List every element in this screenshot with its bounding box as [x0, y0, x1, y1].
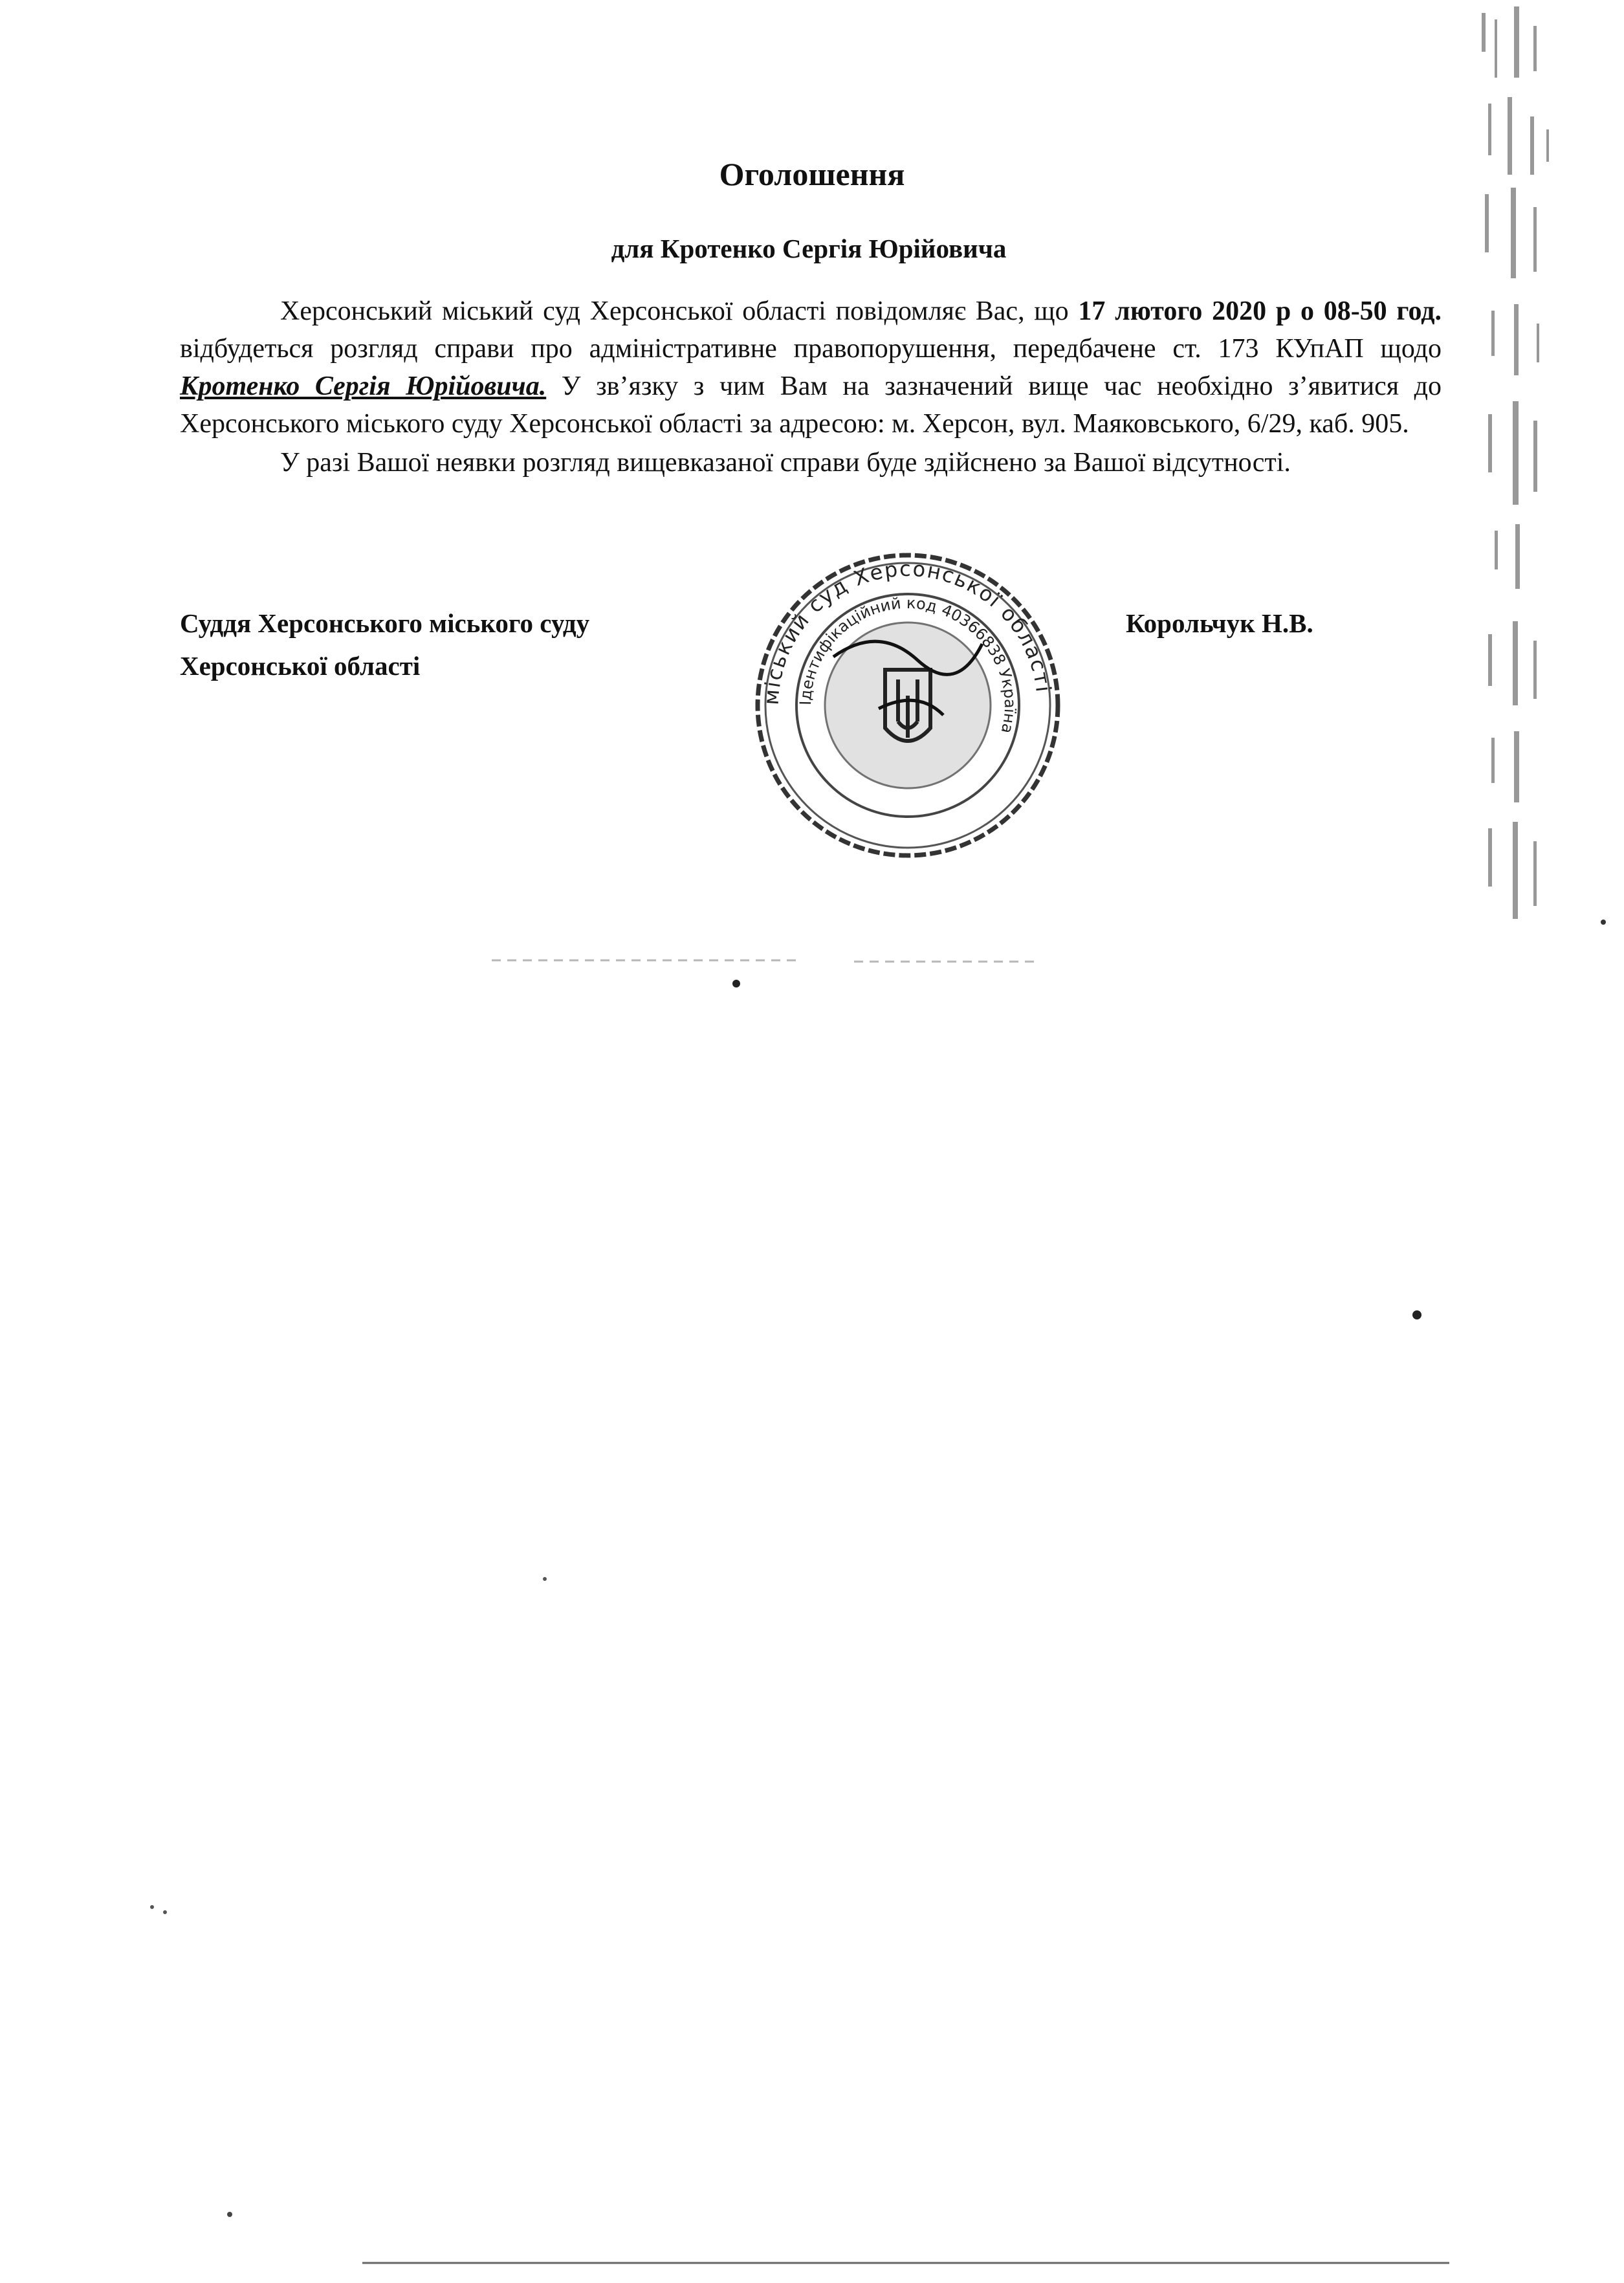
judge-name: Корольчук Н.В. — [1126, 608, 1313, 638]
notice-text-part2: відбудеться розгляд справи про адміністративне правопорушення, передбачене ст. 173 КУпАП щодо — [180, 334, 1442, 364]
stamp-inner-text: Ідентифікаційний код 40366838 Україна — [796, 593, 1020, 736]
judge-position-line-2: Херсонської області — [180, 651, 421, 681]
notice-text-part3: У зв’язку з чим Вам на зазначений вище час необхідно з’явитися до Херсонського міського суду Херсонської області за адресою: м. Херсон, вул. Маяковського, 6/29, каб. 905. — [180, 371, 1442, 439]
notice-paragraph-2: У разі Вашої неявки розгляд вищевказаної справи буде здійснено за Вашої відсутності. — [280, 448, 1291, 478]
notice-text-part1: Херсонський міський суд Херсонської області повідомляє Вас, що — [280, 296, 1079, 326]
court-seal-stamp — [749, 547, 1066, 864]
judge-position-line-1: Суддя Херсонського міського суду — [180, 608, 590, 638]
page-title: Оголошення — [719, 156, 905, 192]
judge-position — [180, 602, 589, 687]
scan-edge-noise — [1469, 0, 1559, 971]
hearing-date-time: 17 лютого 2020 р о 08-50 год. — [1078, 296, 1442, 326]
notice-paragraph-1 — [180, 292, 1442, 443]
notice-body — [180, 292, 1442, 481]
addressee-line: для Кротенко Сергія Юрійовича — [611, 234, 1007, 263]
stamp-outer-text: міський суд Херсонської області — [758, 556, 1057, 706]
defendant-name: Кротенко Сергія Юрійовича. — [180, 371, 547, 401]
